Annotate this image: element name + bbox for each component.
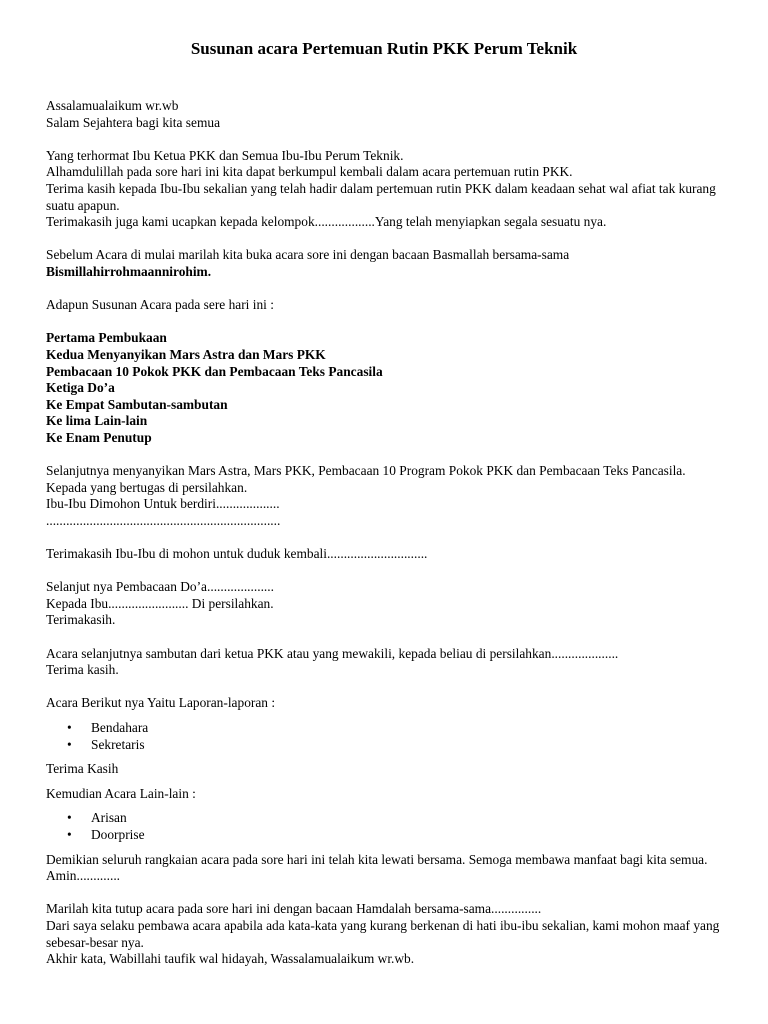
agenda-item: Kedua Menyanyikan Mars Astra dan Mars PKK — [46, 346, 326, 362]
agenda-item: Pembacaan 10 Pokok PKK dan Pembacaan Teks Pancasila — [46, 363, 383, 379]
reports-list — [46, 720, 726, 753]
closing-line: Akhir kata, Wabillahi taufik wal hidayah, Wassalamualaikum wr.wb. — [46, 951, 415, 967]
report-label: Sekretaris — [91, 736, 145, 752]
reports-intro: Acara Berikut nya Yaitu Laporan-laporan : — [46, 695, 276, 711]
basmallah-text: Sebelum Acara di mulai marilah kita buka acara sore ini dengan bacaan Basmallah bersama-sama — [46, 247, 570, 263]
anthem-line: Kepada yang bertugas di persilahkan. — [46, 479, 248, 495]
opening-line: Terimakasih juga kami ucapkan kepada kelompok..................Yang telah menyiapkan segala sesuatu nya. — [46, 214, 607, 230]
agenda-item: Ketiga Do’a — [46, 380, 115, 396]
prayer-line: Terimakasih. — [46, 612, 116, 628]
list-item — [46, 810, 726, 827]
reports-thanks: Terima Kasih — [46, 761, 119, 777]
list-item — [46, 737, 726, 754]
closing-paragraph — [46, 901, 726, 967]
speech-line: Terima kasih. — [46, 662, 119, 678]
list-item — [46, 720, 726, 737]
greeting-line: Assalamualaikum wr.wb — [46, 98, 179, 113]
misc-intro: Kemudian Acara Lain-lain : — [46, 785, 196, 801]
agenda-item: Ke Empat Sambutan-sambutan — [46, 396, 228, 412]
prayer-paragraph — [46, 579, 726, 629]
basmallah-bold: Bismillahirrohmaannirohim. — [46, 263, 212, 279]
bullet-icon: • — [67, 810, 72, 826]
anthem-line: Ibu-Ibu Dimohon Untuk berdiri................... — [46, 496, 280, 512]
agenda-item: Pertama Pembukaan — [46, 330, 167, 346]
agenda-intro: Adapun Susunan Acara pada sere hari ini : — [46, 297, 274, 313]
report-label: Bendahara — [91, 719, 149, 735]
opening-paragraph — [46, 148, 726, 231]
anthem-line: Selanjutnya menyanyikan Mars Astra, Mars PKK, Pembacaan 10 Program Pokok PKK dan Pembacaan Teks Pancasila. — [46, 463, 686, 479]
list-item — [46, 827, 726, 844]
bullet-icon: • — [67, 736, 72, 752]
misc-label: Arisan — [91, 810, 127, 826]
bullet-icon: • — [67, 826, 72, 842]
basmallah-paragraph — [46, 247, 726, 280]
closing-line: Dari saya selaku pembawa acara apabila ada kata-kata yang kurang berkenan di hati ibu-ibu sekalian, kami mohon maaf yang sebesar-besar nya. — [46, 917, 720, 950]
document-title: Susunan acara Pertemuan Rutin PKK Perum Teknik — [190, 39, 578, 58]
speech-line: Acara selanjutnya sambutan dari ketua PKK atau yang mewakili, kepada beliau di persilahkan.................... — [46, 645, 619, 661]
closing-summary: Demikian seluruh rangkaian acara pada sore hari ini telah kita lewati bersama. Semoga membawa manfaat bagi kita semua. Amin............. — [46, 851, 708, 884]
document-body — [46, 98, 726, 984]
misc-list — [46, 810, 726, 843]
misc-label: Doorprise — [91, 826, 145, 842]
speech-paragraph — [46, 646, 726, 679]
opening-line: Yang terhormat Ibu Ketua PKK dan Semua Ibu-Ibu Perum Teknik. — [46, 147, 404, 163]
agenda-item: Ke lima Lain-lain — [46, 413, 148, 429]
closing-line: Marilah kita tutup acara pada sore hari ini dengan bacaan Hamdalah bersama-sama............... — [46, 901, 542, 917]
anthem-line: ...................................................................... — [46, 512, 281, 528]
anthem-paragraph — [46, 463, 726, 529]
agenda-item: Ke Enam Penutup — [46, 429, 152, 445]
agenda-list — [46, 330, 726, 446]
greeting-line: Salam Sejahtera bagi kita semua — [46, 114, 221, 130]
greeting-paragraph — [46, 98, 726, 131]
prayer-line: Kepada Ibu........................ Di persilahkan. — [46, 595, 274, 611]
opening-line: Alhamdulillah pada sore hari ini kita dapat berkumpul kembali dalam acara pertemuan rutin PKK. — [46, 164, 573, 180]
opening-line: Terima kasih kepada Ibu-Ibu sekalian yang telah hadir dalam pertemuan rutin PKK dalam keadaan sehat wal afiat tak kurang suatu apapun. — [46, 180, 716, 213]
sit-paragraph: Terimakasih Ibu-Ibu di mohon untuk duduk kembali.............................. — [46, 546, 428, 562]
prayer-line: Selanjut nya Pembacaan Do’a.................... — [46, 579, 274, 595]
bullet-icon: • — [67, 719, 72, 735]
